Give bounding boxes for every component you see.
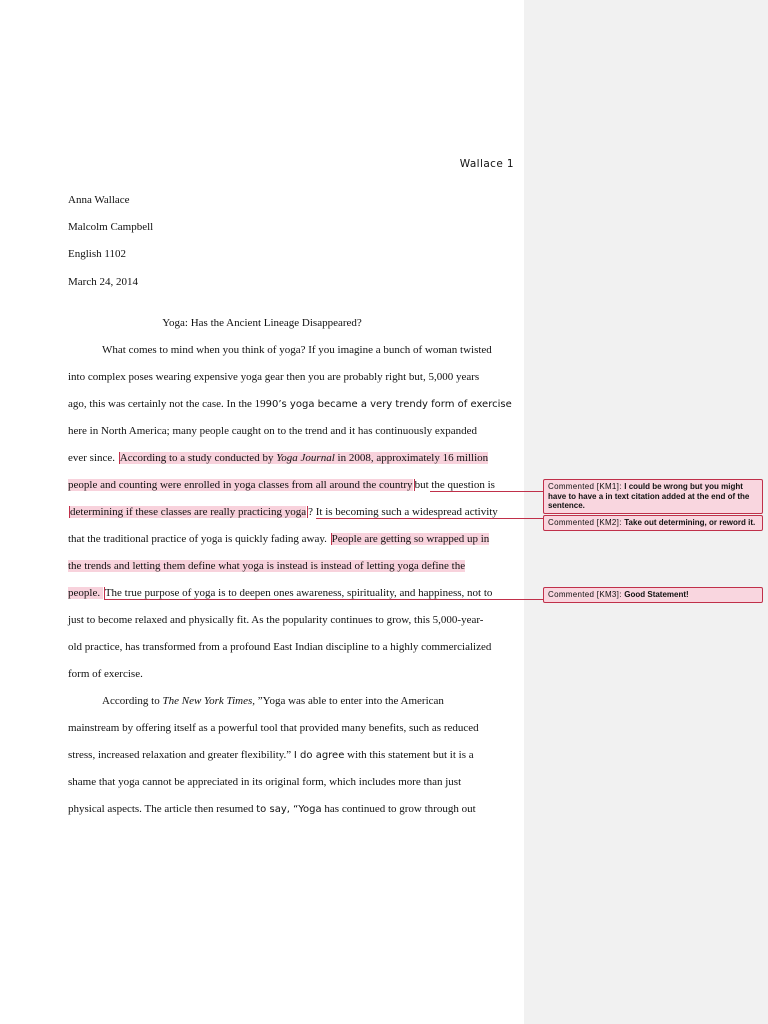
paragraph-line: that the traditional practice of yoga is quickly fading away. People are getting so wrapped up in [68,533,490,545]
comment-text: I could be wrong but you might have to have a in text citation added at the end of the sentence. [548,482,750,510]
paragraph-line: physical aspects. The article then resumed to say, “Yoga has continued to grow through out [68,803,476,815]
instructor-name: Malcolm Campbell [68,221,154,233]
paragraph-line: According to The New York Times, ”Yoga was able to enter into the American [102,695,444,707]
comment-author: Commented [KM3]: [548,590,625,599]
paragraph-line: mainstream by offering itself as a powerful tool that provided many benefits, such as reduced [68,722,479,734]
paragraph-line: old practice, has transformed from a profound East Indian discipline to a highly commercialized [68,641,492,653]
edited-text: I do agree [293,750,345,761]
comment-highlight-km3[interactable]: people. [68,587,103,599]
comment-text: Take out determining, or reword it. [624,518,756,527]
paragraph-line: here in North America; many people caught on to the trend and it has continuously expanded [68,425,478,437]
paragraph-line: shame that yoga cannot be appreciated in its original form, which includes more than just [68,776,462,788]
comment-connector-km2 [316,518,543,519]
comment-highlight-km3[interactable]: the trends and letting them define what yoga is instead is instead of letting yoga define the [68,560,466,572]
document-date: March 24, 2014 [68,276,138,288]
comment-highlight-km3[interactable]: People are getting so wrapped up in [331,533,490,545]
comment-author: Commented [KM1]: [548,482,625,491]
comment-connector-km3 [104,599,543,600]
edited-text: 90’s yoga became a very trendy form of exercise [265,399,512,410]
student-name: Anna Wallace [68,194,130,206]
comment-bubble-km3[interactable] [543,587,763,603]
paragraph-line: into complex poses wearing expensive yoga gear then you are probably right but, 5,000 years [68,371,480,383]
paragraph-line: form of exercise. [68,668,143,680]
comment-bubble-km1[interactable] [543,479,763,514]
edited-text: to say, “Yoga [256,804,322,815]
paragraph-line: people and counting were enrolled in yoga classes from all around the country but the question is [68,479,495,491]
comment-connector-km1 [430,491,543,492]
paragraph-line: What comes to mind when you think of yoga? If you imagine a bunch of woman twisted [102,344,492,356]
paragraph-line: people. The true purpose of yoga is to deepen ones awareness, spirituality, and happiness, not to [68,587,493,599]
paragraph-line: determining if these classes are really practicing yoga ? It is becoming such a widespread activity [70,506,498,518]
paragraph-line: stress, increased relaxation and greater flexibility.” I do agree with this statement but it is a [68,749,474,761]
comment-highlight-km1[interactable]: people and counting were enrolled in yoga classes from all around the country [68,479,413,491]
essay-title: Yoga: Has the Ancient Lineage Disappeared? [162,317,362,329]
paragraph-line: just to become relaxed and physically fit. As the popularity continues to grow, this 5,000-year- [68,614,484,626]
paragraph-line: ever since. According to a study conducted by Yoga Journal in 2008, approximately 16 million [68,452,489,464]
comment-author: Commented [KM2]: [548,518,625,527]
course-name: English 1102 [68,248,126,260]
paragraph-line: ago, this was certainly not the case. In the 1990’s yoga became a very trendy form of exercise [68,398,512,410]
comment-highlight-km2[interactable]: determining if these classes are really practicing yoga [70,506,307,518]
comment-highlight-km1[interactable]: According to a study conducted by Yoga Journal in 2008, approximately 16 million [119,452,489,464]
page-header: Wallace 1 [459,158,514,170]
comment-bubble-km2[interactable] [543,515,763,531]
paragraph-line [68,559,465,573]
comment-text: Good Statement! [624,590,689,599]
